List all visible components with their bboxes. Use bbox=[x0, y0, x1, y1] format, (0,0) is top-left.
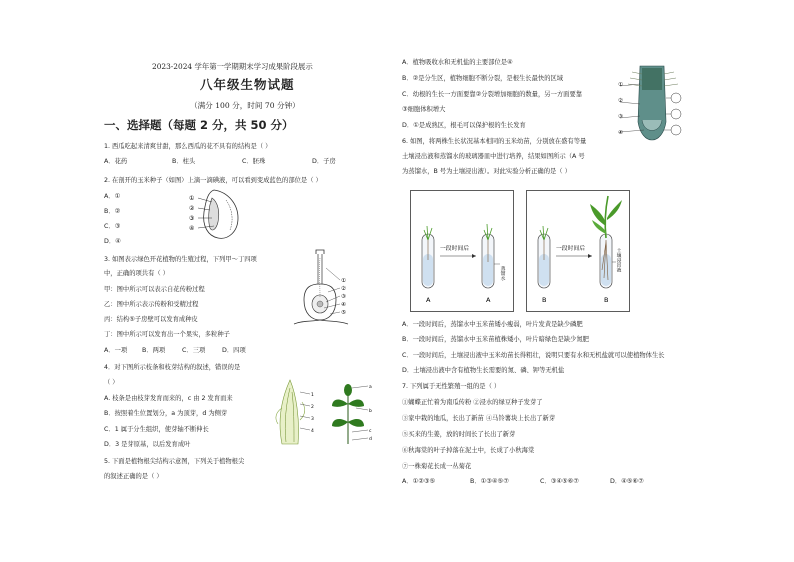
q5-fig-label-1: ① bbox=[618, 82, 623, 88]
q3-item-1: 甲：图中所示可以表示自花传粉过程 bbox=[104, 286, 205, 293]
q3-fig-label-3: ③ bbox=[341, 294, 346, 300]
q3-fig-label-5: ⑤ bbox=[341, 310, 346, 316]
q7-stem: 7. 下列属于无性繁殖一组的是（ ） bbox=[402, 383, 501, 390]
q3-fig-label-1: ① bbox=[341, 278, 346, 284]
q4-option-c: C．1 属于分生组织，使芽轴不断伸长 bbox=[104, 426, 209, 433]
exam-subtitle: （满分 100 分，时间 70 分钟） bbox=[190, 101, 300, 110]
q6-arrow-text-b: 一段时间后 bbox=[556, 246, 585, 252]
q2-option-d: D．④ bbox=[104, 238, 121, 245]
q4-stem: 4．对下图所示枝条和枝芽结构的叙述，错误的是 bbox=[104, 364, 241, 371]
q3-item-4: 丁：图中所示可以发育出一个果实，多粒种子 bbox=[104, 331, 230, 338]
q6-water-label: 蒸馏水 bbox=[499, 266, 505, 281]
q4-fig-label-4: 4 bbox=[311, 429, 314, 434]
root-tip-figure bbox=[618, 64, 688, 144]
q7-item-2: ③家中栽的地瓜，长出了新苗 ④马铃薯块上长出了新芽 bbox=[402, 415, 556, 422]
q4-fig-label-1: 1 bbox=[311, 393, 314, 398]
q7-item-4: ⑥秋海棠的叶子掉落在泥土中，长成了小秋海棠 bbox=[402, 447, 535, 454]
q3-fig-label-4: ④ bbox=[341, 302, 346, 308]
q7-item-1: ①蝴蝶正忙着为南瓜传粉 ②浸水的绿豆种子发芽了 bbox=[402, 399, 543, 406]
q4-option-b: B．按照着生位置划分，a 为顶芽，d 为侧芽 bbox=[104, 410, 228, 417]
exam-title: 八年级生物试题 bbox=[200, 77, 295, 92]
bud-and-branch-figure bbox=[272, 374, 376, 446]
q4-fig-label-2: 2 bbox=[311, 405, 314, 410]
q1-option-a: A．花药 bbox=[104, 158, 128, 165]
q5-fig-label-2: ② bbox=[618, 98, 623, 104]
q5-stem-line2: 的叙述正确的是（ ） bbox=[104, 473, 163, 480]
q6-figure-soil-extract bbox=[526, 190, 630, 312]
q3-fig-label-2: ② bbox=[341, 286, 346, 292]
q6-arrow-text-a: 一段时间后 bbox=[440, 246, 469, 252]
q4-fig-label-a: a bbox=[369, 385, 372, 390]
q2-fig-label-1: ① bbox=[189, 195, 195, 202]
q3-option-a: A．一项 bbox=[104, 347, 128, 354]
q6-label-a-left: A bbox=[426, 296, 431, 304]
q6-label-b-left: B bbox=[542, 296, 547, 304]
q6-stem-line3: 为蒸馏水，B 号为土壤浸出液）。对此实验分析正确的是（ ） bbox=[402, 168, 571, 175]
q2-option-b: B．② bbox=[104, 208, 121, 215]
q2-fig-label-3: ③ bbox=[189, 215, 195, 222]
q7-option-c: C．③④⑤⑥⑦ bbox=[540, 478, 579, 485]
q2-fig-label-2: ② bbox=[189, 205, 195, 212]
q5-option-a: A．植物吸收水和无机盐的主要部位是④ bbox=[402, 59, 513, 66]
q2-option-c: C．③ bbox=[104, 223, 121, 230]
q5-option-c: C．幼根的生长一方面要靠②分裂增加细胞的数量，另一方面要靠 bbox=[402, 91, 583, 98]
q7-option-d: D．④⑤⑥⑦ bbox=[610, 478, 644, 485]
corn-seed-figure bbox=[188, 186, 246, 242]
q3-item-2: 乙：图中所示表示传粉和受精过程 bbox=[104, 301, 199, 308]
q4-fig-label-c: c bbox=[369, 429, 372, 434]
pistil-figure bbox=[290, 248, 352, 336]
q5-stem-line1: 5. 下面是植物根尖结构示意图，下列关于植物根尖 bbox=[104, 458, 245, 465]
q3-option-c: C．三项 bbox=[182, 347, 206, 354]
section-title: 一、选择题（每题 2 分，共 50 分） bbox=[104, 118, 294, 132]
q4-fig-label-d: d bbox=[369, 437, 372, 442]
q6-figure-distilled-water bbox=[410, 190, 514, 312]
q3-item-3: 丙：结构⑤子房壁可以发育成种皮 bbox=[104, 316, 198, 323]
q6-option-a: A．一段时间后，蒸馏水中玉米苗矮小瘦弱，叶片发黄是缺少磷肥 bbox=[402, 321, 583, 328]
q6-option-c: C．一段时间后，土壤浸出液中玉米幼苗长得粗壮，说明只要有水和无机盐就可以使植物体生长 bbox=[402, 352, 665, 359]
q1-option-c: C．胚珠 bbox=[242, 158, 266, 165]
q5-option-c-cont: ③细胞体积增大 bbox=[402, 106, 446, 113]
q4-option-d: D．3 是芽原基，以后发育成叶 bbox=[104, 441, 191, 448]
q4-fig-label-3: 3 bbox=[311, 417, 314, 422]
q5-fig-label-3: ③ bbox=[618, 114, 623, 120]
school-term-header: 2023-2024 学年第一学期期末学习成果阶段展示 bbox=[152, 62, 313, 71]
q6-soil-label: 土壤浸出液 bbox=[615, 248, 621, 272]
q7-item-3: ⑤买来的生姜，放的时间长了长出了新芽 bbox=[402, 431, 516, 438]
q3-stem-line1: 3. 如图表示绿色开花植物的生殖过程，下列甲～丁四项 bbox=[104, 256, 257, 263]
q7-option-a: A．①②③⑤ bbox=[402, 478, 436, 485]
q7-option-b: B．①③④⑤⑦ bbox=[470, 478, 509, 485]
q5-fig-label-4: ④ bbox=[618, 130, 623, 136]
q7-item-5: ⑦一株菊花长成一丛菊花 bbox=[402, 463, 472, 470]
q6-label-a-right: A bbox=[486, 296, 491, 304]
q4-paren: （ ） bbox=[104, 379, 119, 386]
q1-option-b: B．柱头 bbox=[172, 158, 196, 165]
q5-option-d: D．①是成熟区，根毛可以保护根的生长发育 bbox=[402, 122, 526, 129]
q3-option-d: D．四项 bbox=[222, 347, 246, 354]
q3-option-b: B．两项 bbox=[142, 347, 166, 354]
q2-fig-label-4: ④ bbox=[189, 225, 195, 232]
q5-option-b: B．②是分生区，植物细胞不断分裂，是根生长最快的区域 bbox=[402, 75, 564, 82]
q6-stem-line1: 6. 如图，将两株生长状况基本相同的玉米幼苗，分别放在盛有等量 bbox=[402, 138, 587, 145]
q2-stem: 2. 在剖开的玉米种子（如图）上滴一滴碘液，可以看到变成蓝色的部位是（ ） bbox=[104, 177, 322, 184]
q2-option-a: A．① bbox=[104, 193, 121, 200]
q1-stem: 1. 西瓜吃起来清爽甘甜，那么西瓜的花不具有的结构是（ ） bbox=[104, 143, 272, 150]
q6-stem-line2: 土壤浸出液和蒸馏水的玻璃器皿中进行培养，结果如图所示（A 号 bbox=[402, 153, 585, 160]
q4-fig-label-b: b bbox=[369, 409, 372, 414]
q6-option-b: B．一段时间后，蒸馏水中玉米苗植株矮小，叶片暗绿色是缺少氮肥 bbox=[402, 336, 589, 343]
q6-label-b-right: B bbox=[604, 296, 609, 304]
q1-option-d: D．子房 bbox=[312, 158, 336, 165]
q3-stem-line2: 中，正确的项共有（ ） bbox=[104, 270, 169, 277]
q6-option-d: D．土壤浸出液中含有植物生长需要的氮、磷、钾等无机盐 bbox=[402, 367, 565, 374]
q4-option-a: A. 枝条是由枝芽发育而来的，c 由 2 发育而来 bbox=[104, 395, 233, 402]
